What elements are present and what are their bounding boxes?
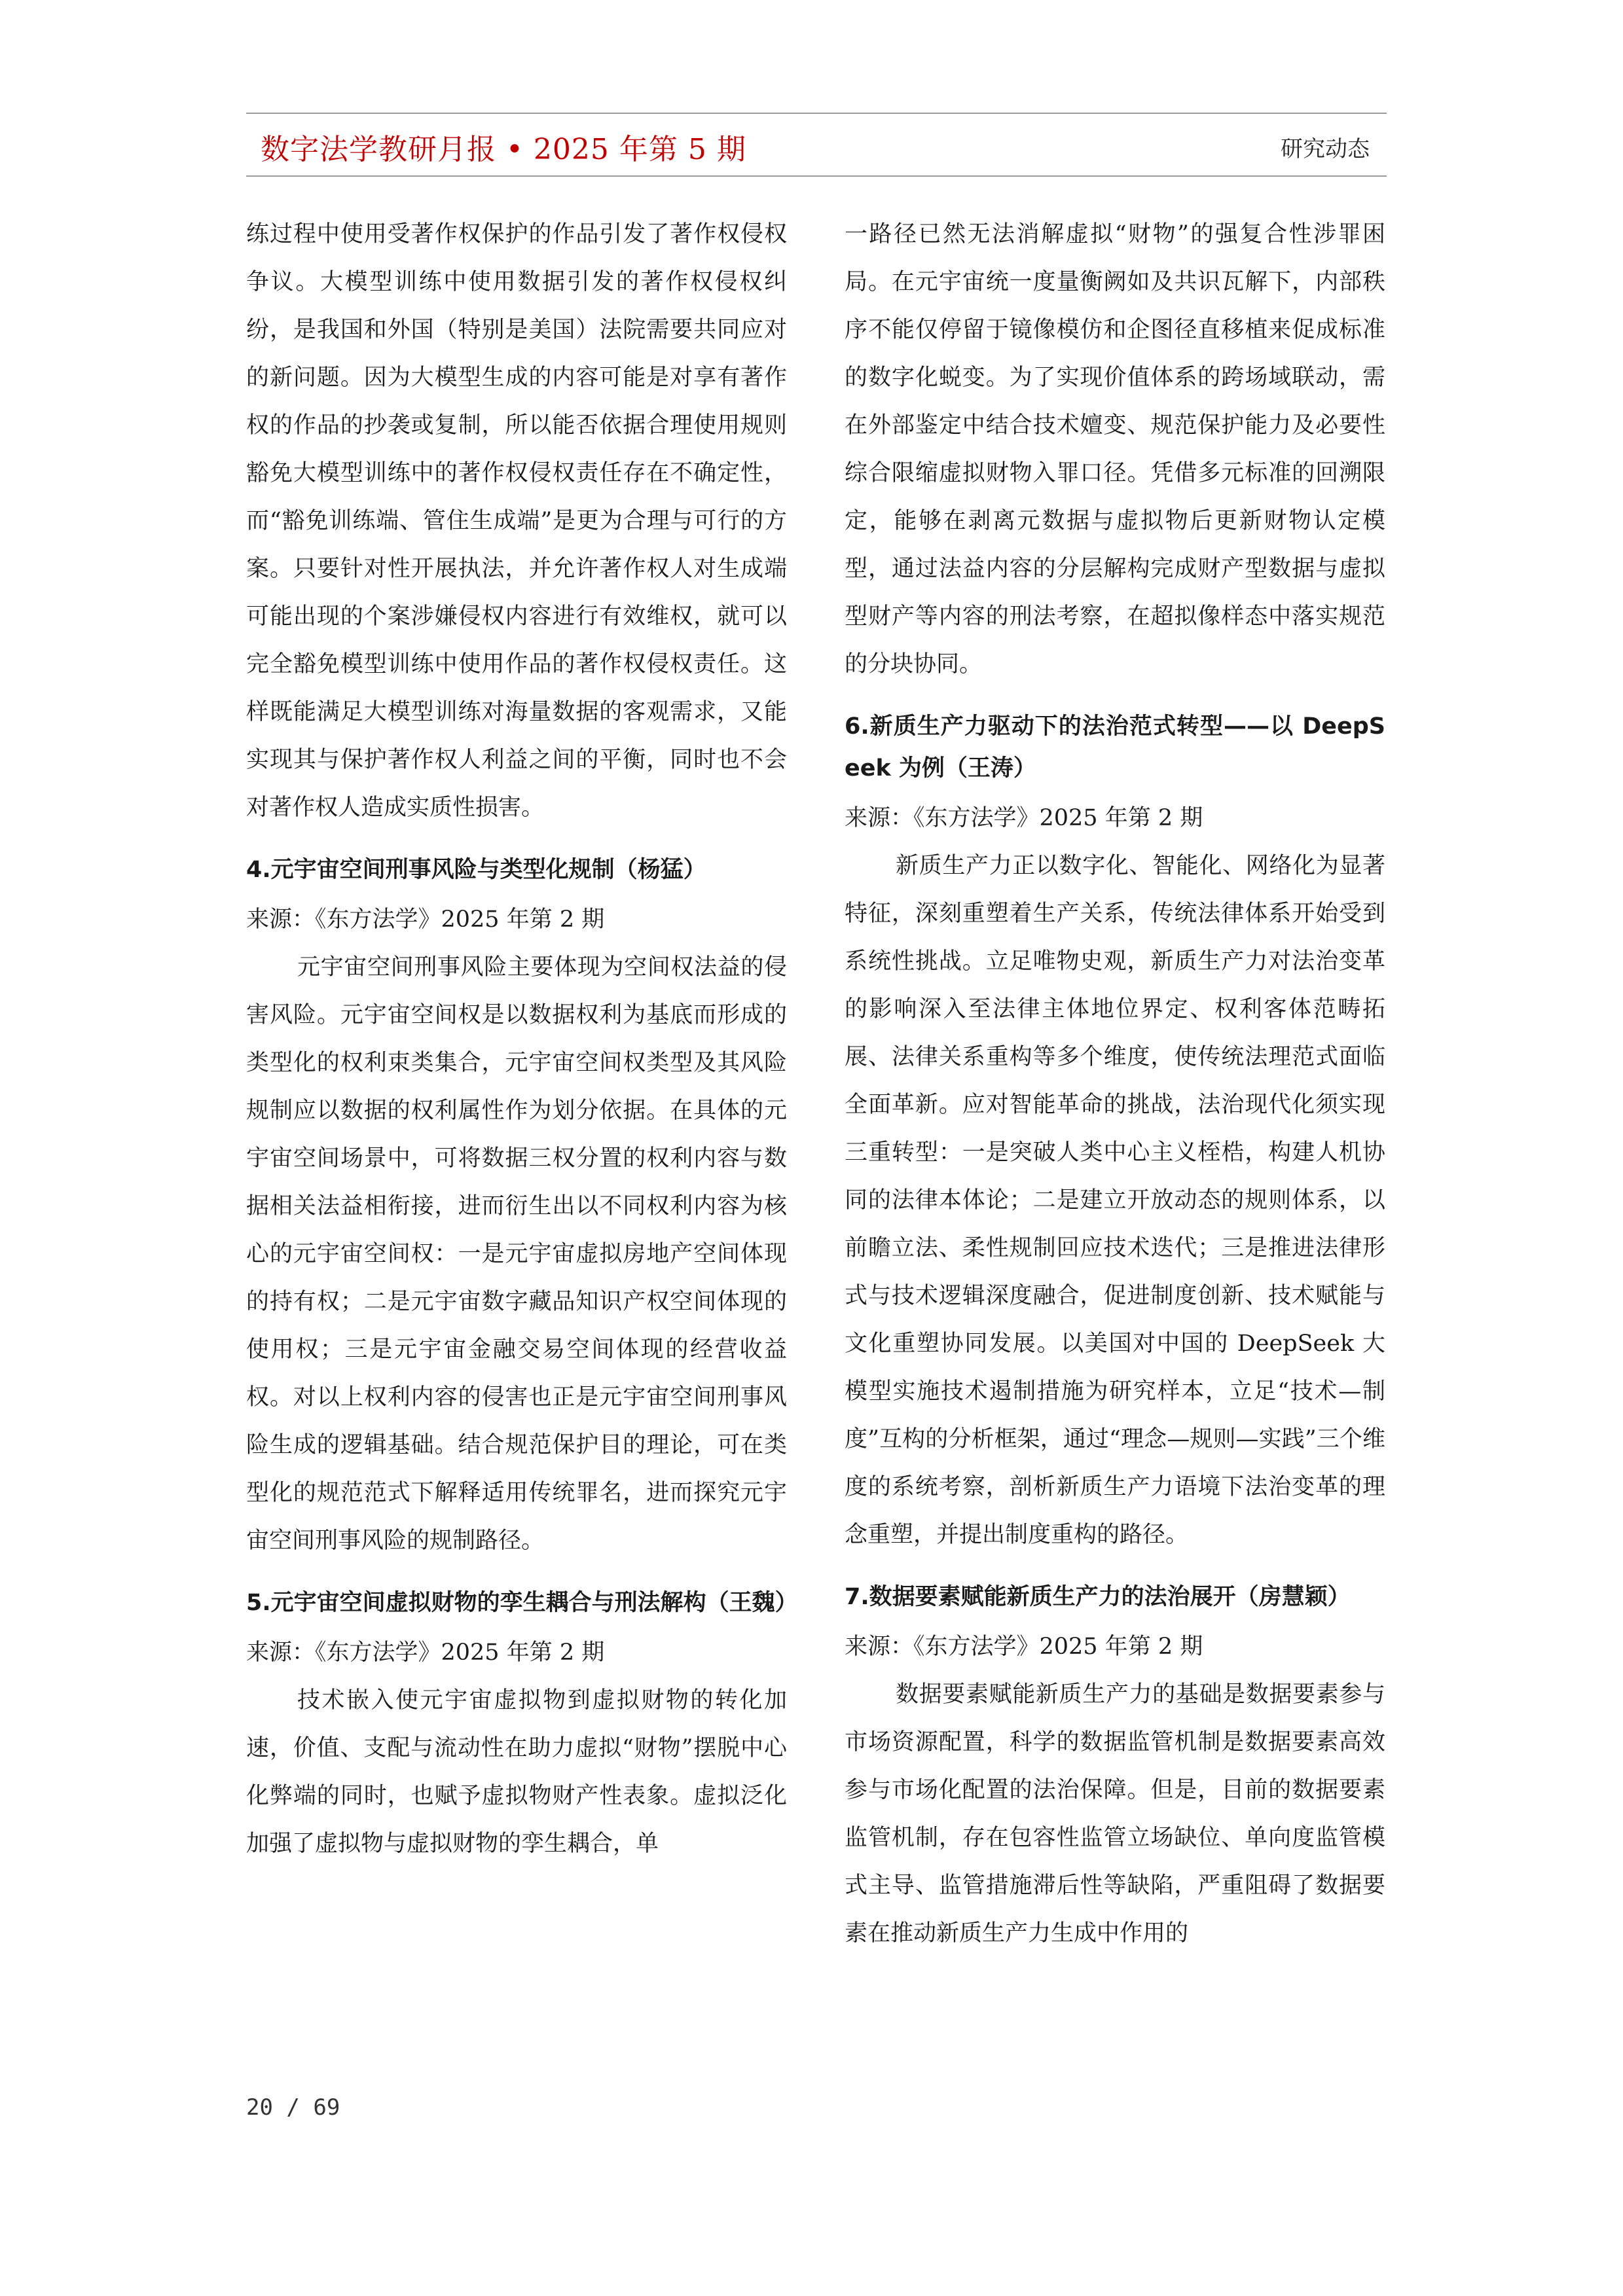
page-number: 20 / 69 <box>246 2094 340 2121</box>
article-6-source: 来源：《东方法学》2025 年第 2 期 <box>845 805 1203 831</box>
journal-title: 数字法学教研月报 • 2025 年第 5 期 <box>261 133 746 166</box>
article-5-source: 来源：《东方法学》2025 年第 2 期 <box>246 1640 605 1666</box>
article-4-source: 来源：《东方法学》2025 年第 2 期 <box>246 906 605 933</box>
article-4-body: 元宇宙空间刑事风险主要体现为空间权法益的侵害风险。元宇宙空间权是以数据权利为基底而形成的类型化的权利束类集合，元宇宙空间权类型及其风险规制应以数据的权利属性作为划分依据。在具体的元宇宙空间场景中，可将数据三权分置的权利内容与数据相关法益相衔接，进而衍生出以不同权利内容为核心的元宇宙空间权：一是元宇宙虚拟房地产空间体现的持有权；二是元宇宙数字藏品知识产权空间体现的使用权；三是元宇宙金融交易空间体现的经营收益权。对以上权利内容的侵害也正是元宇宙空间刑事风险生成的逻辑基础。结合规范保护目的理论，可在类型化的规范范式下解释适用传统罪名，进而探究元宇宙空间刑事风险的规制路径。 <box>246 954 787 1554</box>
right-column <box>845 211 1385 1958</box>
article-5-continued: 一路径已然无法消解虚拟“财物”的强复合性涉罪困局。在元宇宙统一度量衡阙如及共识瓦解下，内部秩序不能仅停留于镜像模仿和企图径直移植来促成标准的数字化蜕变。为了实现价值体系的跨场域联动，需在外部鉴定中结合技术嬗变、规范保护能力及必要性综合限缩虚拟财物入罪口径。凭借多元标准的回溯限定，能够在剥离元数据与虚拟物后更新财物认定模型，通过法益内容的分层解构完成财产型数据与虚拟型财产等内容的刑法考察，在超拟像样态中落实规范的分块协同。 <box>845 221 1385 677</box>
left-column <box>246 211 798 1868</box>
intro-paragraph: 练过程中使用受著作权保护的作品引发了著作权侵权争议。大模型训练中使用数据引发的著作权侵权纠纷，是我国和外国（特别是美国）法院需要共同应对的新问题。因为大模型生成的内容可能是对享有著作权的作品的抄袭或复制，所以能否依据合理使用规则豁免大模型训练中的著作权侵权责任存在不确定性，而“豁免训练端、管住生成端”是更为合理与可行的方案。只要针对性开展执法，并允许著作权人对生成端可能出现的个案涉嫌侵权内容进行有效维权，就可以完全豁免模型训练中使用作品的著作权侵权责任。这样既能满足大模型训练对海量数据的客观需求，又能实现其与保护著作权人利益之间的平衡，同时也不会对著作权人造成实质性损害。 <box>246 221 787 821</box>
page-header <box>246 113 1387 177</box>
article-7-body: 数据要素赋能新质生产力的基础是数据要素参与市场资源配置，科学的数据监管机制是数据要素高效参与市场化配置的法治保障。但是，目前的数据要素监管机制，存在包容性监管立场缺位、单向度监管模式主导、监管措施滞后性等缺陷，严重阻碍了数据要素在推动新质生产力生成中作用的 <box>845 1681 1385 1946</box>
article-6-body: 新质生产力正以数字化、智能化、网络化为显著特征，深刻重塑着生产关系，传统法律体系开始受到系统性挑战。立足唯物史观，新质生产力对法治变革的影响深入至法律主体地位界定、权利客体范畴拓展、法律关系重构等多个维度，使传统法理范式面临全面革新。应对智能革命的挑战，法治现代化须实现三重转型：一是突破人类中心主义桎梏，构建人机协同的法律本体论；二是建立开放动态的规则体系，以前瞻立法、柔性规制回应技术迭代；三是推进法律形式与技术逻辑深度融合，促进制度创新、技术赋能与文化重塑协同发展。以美国对中国的 DeepSeek 大模型实施技术遏制措施为研究样本，立足“技术—制度”互构的分析框架，通过“理念—规则—实践”三个维度的系统考察，剖析新质生产力语境下法治变革的理念重塑，并提出制度重构的路径。 <box>845 853 1385 1548</box>
article-5-heading: 5.元宇宙空间虚拟财物的孪生耦合与刑法解构（王魏） <box>246 1590 798 1616</box>
section-name: 研究动态 <box>1281 136 1370 162</box>
article-6-heading: 6.新质生产力驱动下的法治范式转型——以 DeepSeek 为例（王涛） <box>845 713 1385 781</box>
article-4-heading: 4.元宇宙空间刑事风险与类型化规制（杨猛） <box>246 857 706 883</box>
article-7-heading: 7.数据要素赋能新质生产力的法治展开（房慧颖） <box>845 1584 1351 1610</box>
article-7-source: 来源：《东方法学》2025 年第 2 期 <box>845 1634 1203 1660</box>
article-5-body: 技术嵌入使元宇宙虚拟物到虚拟财物的转化加速，价值、支配与流动性在助力虚拟“财物”摆脱中心化弊端的同时，也赋予虚拟物财产性表象。虚拟泛化加强了虚拟物与虚拟财物的孪生耦合，单 <box>246 1687 787 1857</box>
